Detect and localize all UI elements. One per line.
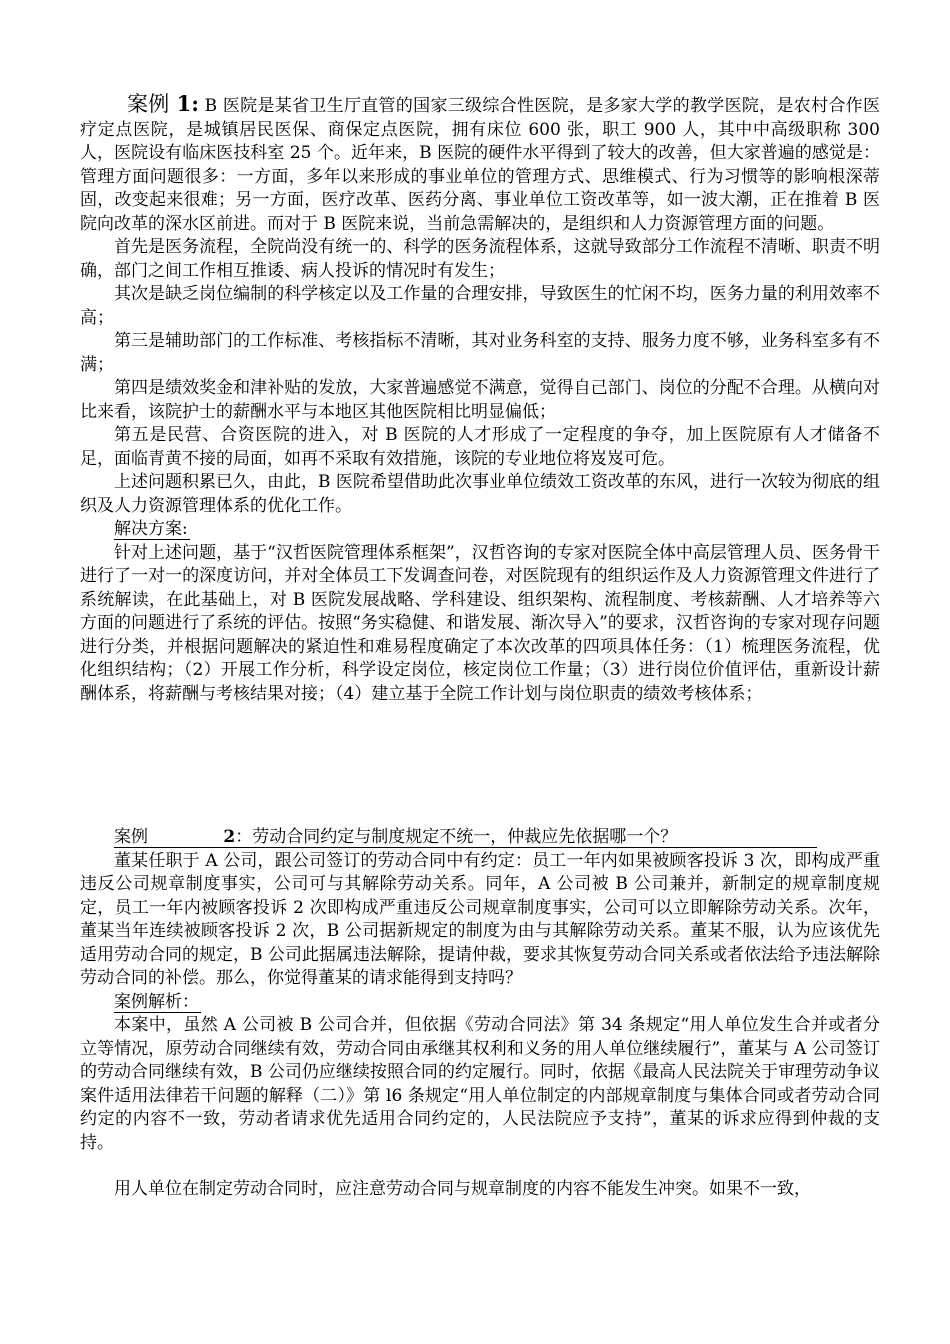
case1-paragraph: 其次是缺乏岗位编制的科学核定以及工作量的合理安排，导致医生的忙闲不均，医务力量的利用效率不高； — [80, 284, 880, 328]
case1-paragraph: 首先是医务流程，全院尚没有统一的、科学的医务流程体系，这就导致部分工作流程不清晰、职责不明确，部门之间工作相互推诿、病人投诉的情况时有发生； — [80, 237, 880, 281]
case1-paragraph: 第三是辅助部门的工作标准、考核指标不清晰，其对业务科室的支持、服务力度不够，业务科室多有不满； — [80, 331, 880, 375]
closing-paragraph: 用人单位在制定劳动合同时，应注意劳动合同与规章制度的内容不能发生冲突。如果不一致， — [114, 1179, 811, 1199]
analysis-heading: 案例解析： — [114, 991, 199, 1012]
case2-paragraph: 董某任职于 A 公司，跟公司签订的劳动合同中有约定：员工一年内如果被顾客投诉 3 次，即构成严重违反公司规章制度事实，公司可与其解除劳动关系。同年，A 公司被 B 公司兼并，新制定的规章制度规定，员工一年内被顾客投诉 2 次即构成严重违反公司规章制度事实，公司可以立即解除劳动关系。次年，董某当年连续被顾客投诉 2 次，B 公司据新规定的制度为由与其解除劳动关系。董某不服，认为应该优先适用劳动合同的规定，B 公司此据属违法解除，提请仲裁，要求其恢复劳动合同关系或者依法给予违法解除劳动合同的补偿。那么，你觉得董某的请求能得到支持吗？ — [80, 850, 880, 988]
case1-paragraph: 上述问题积累已久，由此，B 医院希望借助此次事业单位绩效工资改革的东风，进行一次较为彻底的组织及人力资源管理体系的优化工作。 — [80, 472, 880, 516]
case1-intro-paragraph: 案例 1: B 医院是某省卫生厅直管的国家三级综合性医院，是多家大学的教学医院，是农村合作医疗定点医院，是城镇居民医保、商保定点医院，拥有床位 600 张，职工 900 人，其中中高级职称 300 人，医院设有临床医技科室 25 个。近年来，B 医院的硬件水平得到了较大的改善，但大家普遍的感觉是：管理方面问题很多：一方面，多年以来形成的事业单位的管理方式、思维模式、行为习惯等的影响根深蒂固，改变起来很难；另一方面，医疗改革、医药分离、事业单位工资改革等，如一波大潮，正在推着 B 医院向改革的深水区前进。而对于 B 医院来说，当前急需解决的，是组织和人力资源管理方面的问题。 — [80, 91, 880, 234]
solution-heading: 解决方案: — [114, 519, 188, 539]
spacer — [80, 1155, 880, 1178]
case1-section — [80, 92, 880, 706]
case1-label: 案例 1: — [127, 91, 199, 116]
analysis-paragraph: 本案中，虽然 A 公司被 B 公司合并，但依据《劳动合同法》第 34 条规定“用人单位发生合并或者分立等情况，原劳动合同继续有效，劳动合同由承继其权利和义务的用人单位继续履行”，董某与 A 公司签订的劳动合同继续有效，B 公司仍应继续按照合同的约定履行。同时，依据《最高人民法院关于审理劳动争议案件适用法律若干问题的解释（二）》第 l6 条规定“用人单位制定的内部规章制度与集体合同或者劳动合同约定的内容不一致，劳动者请求优先适用合同约定的，人民法院应予支持”，董某的诉求应得到仲裁的支持。 — [80, 1015, 880, 1153]
case2-section — [80, 826, 880, 1202]
case1-paragraph: 第四是绩效奖金和津补贴的发放，大家普遍感觉不满意，觉得自己部门、岗位的分配不合理。从横向对比来看，该院护士的薪酬水平与本地区其他医院相比明显偏低； — [80, 378, 880, 422]
solution-paragraph: 针对上述问题，基于“汉哲医院管理体系框架”，汉哲咨询的专家对医院全体中高层管理人员、医务骨干进行了一对一的深度访问，并对全体员工下发调查问卷，对医院现有的组织运作及人力资源管理文件进行了系统解读，在此基础上，对 B 医院发展战略、学科建设、组织架构、流程制度、考核薪酬、人才培养等六方面的问题进行了系统的评估。按照“务实稳健、和谐发展、渐次导入”的要求，汉哲咨询的专家对现存问题进行分类，并根据问题解决的紧迫性和难易程度确定了本次改革的四项具体任务：（1）梳理医务流程，优化组织结构；（2）开展工作分析，科学设定岗位，核定岗位工作量；（3）进行岗位价值评估，重新设计薪酬体系，将薪酬与考核结果对接；（4）建立基于全院工作计划与岗位职责的绩效考核体系； — [80, 542, 880, 704]
case1-paragraph: 第五是民营、合资医院的进入，对 B 医院的人才形成了一定程度的争夺，加上医院原有人才储备不足，面临青黄不接的局面，如再不采取有效措施，该院的专业地位将岌岌可危。 — [80, 425, 880, 469]
case2-title: 案例 2：劳动合同约定与制度规定不统一，仲裁应先依据哪一个？ — [80, 826, 880, 850]
